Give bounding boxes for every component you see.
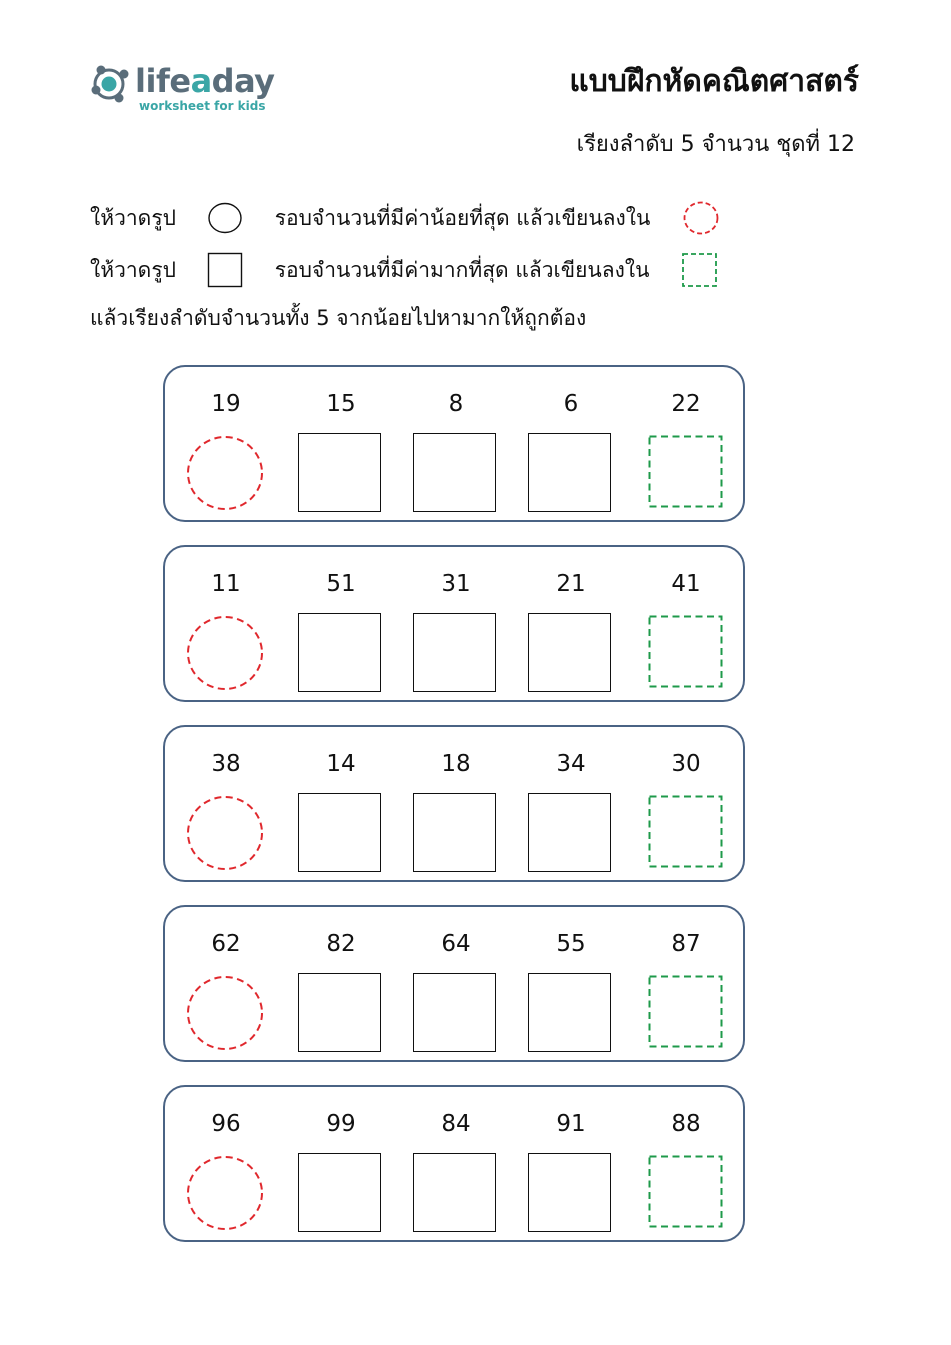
number-1: 11 (211, 571, 241, 597)
problem-card-1 (163, 365, 745, 522)
answer-box[interactable] (298, 613, 381, 692)
number-3: 84 (441, 1111, 471, 1137)
largest-answer-square[interactable] (648, 615, 724, 689)
instruction-circle-prefix: ให้วาดรูป (90, 206, 176, 230)
answer-box[interactable] (413, 433, 496, 512)
answer-box[interactable] (528, 613, 611, 692)
instruction-square-prefix: ให้วาดรูป (90, 258, 176, 282)
answer-box[interactable] (413, 793, 496, 872)
number-5: 88 (671, 1111, 701, 1137)
smallest-answer-circle[interactable] (185, 435, 265, 511)
number-1: 96 (211, 1111, 241, 1137)
logo-mark-icon (88, 60, 134, 110)
number-5: 22 (671, 391, 701, 417)
number-3: 31 (441, 571, 471, 597)
page-title: แบบฝึกหัดคณิตศาสตร์ (569, 64, 859, 99)
instruction-square (90, 252, 719, 288)
largest-answer-square[interactable] (648, 975, 724, 1049)
number-4: 6 (563, 391, 579, 417)
answer-box[interactable] (298, 973, 381, 1052)
problem-card-5 (163, 1085, 745, 1242)
number-4: 21 (556, 571, 586, 597)
number-3: 8 (448, 391, 464, 417)
number-1: 62 (211, 931, 241, 957)
square-shape-icon (207, 252, 243, 288)
answer-box[interactable] (413, 973, 496, 1052)
problem-card-3 (163, 725, 745, 882)
page-subtitle: เรียงลำดับ 5 จำนวน ชุดที่ 12 (576, 132, 855, 157)
largest-answer-square[interactable] (648, 1155, 724, 1229)
number-2: 15 (326, 391, 356, 417)
number-3: 18 (441, 751, 471, 777)
smallest-answer-circle[interactable] (185, 615, 265, 691)
logo-tagline: worksheet for kids (139, 99, 266, 113)
instruction-square-text: รอบจำนวนที่มีค่ามากที่สุด แล้วเขียนลงใน (274, 258, 650, 282)
smallest-answer-circle[interactable] (185, 975, 265, 1051)
largest-answer-square[interactable] (648, 795, 724, 869)
answer-box[interactable] (298, 793, 381, 872)
instruction-circle-text: รอบจำนวนที่มีค่าน้อยที่สุด แล้วเขียนลงใน (274, 206, 651, 230)
red-dashed-circle-icon (682, 200, 720, 236)
smallest-answer-circle[interactable] (185, 1155, 265, 1231)
lifeaday-logo (88, 60, 288, 116)
answer-box[interactable] (528, 973, 611, 1052)
number-2: 82 (326, 931, 356, 957)
number-2: 99 (326, 1111, 356, 1137)
number-4: 55 (556, 931, 586, 957)
number-5: 87 (671, 931, 701, 957)
logo-wordmark: lifeaday (135, 62, 275, 100)
circle-shape-icon (207, 201, 243, 235)
instruction-order: แล้วเรียงลำดับจำนวนทั้ง 5 จากน้อยไปหามากให้ถูกต้อง (90, 306, 587, 330)
answer-box[interactable] (413, 1153, 496, 1232)
number-4: 34 (556, 751, 586, 777)
number-3: 64 (441, 931, 471, 957)
number-1: 38 (211, 751, 241, 777)
answer-box[interactable] (298, 433, 381, 512)
number-2: 14 (326, 751, 356, 777)
number-1: 19 (211, 391, 241, 417)
number-5: 30 (671, 751, 701, 777)
smallest-answer-circle[interactable] (185, 795, 265, 871)
answer-box[interactable] (413, 613, 496, 692)
number-4: 91 (556, 1111, 586, 1137)
number-5: 41 (671, 571, 701, 597)
green-dashed-square-icon (681, 252, 719, 288)
instruction-circle (90, 200, 720, 236)
answer-box[interactable] (528, 1153, 611, 1232)
problem-card-4 (163, 905, 745, 1062)
answer-box[interactable] (298, 1153, 381, 1232)
problem-card-2 (163, 545, 745, 702)
largest-answer-square[interactable] (648, 435, 724, 509)
number-2: 51 (326, 571, 356, 597)
answer-box[interactable] (528, 793, 611, 872)
answer-box[interactable] (528, 433, 611, 512)
